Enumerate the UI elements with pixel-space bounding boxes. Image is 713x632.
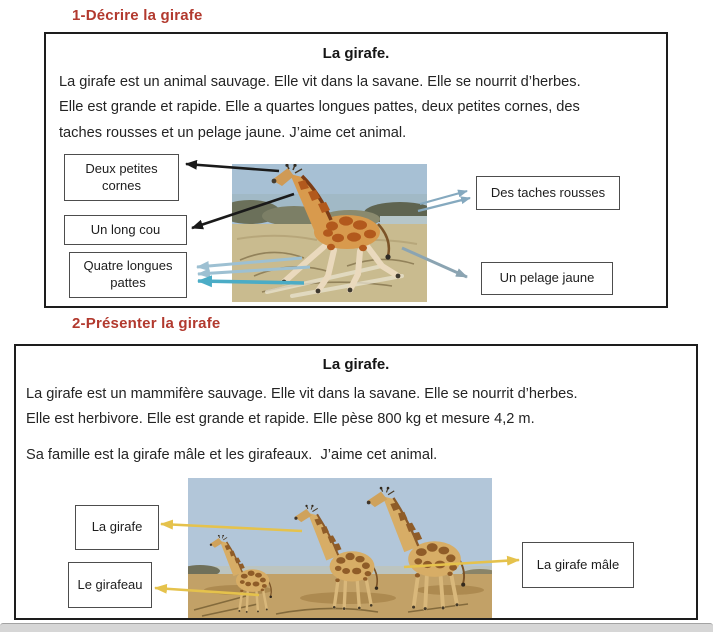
paragraph-line: Elle est herbivore. Elle est grande et rapide. Elle pèse 800 kg et mesure 4,2 m. [26, 411, 535, 428]
callout-label: Quatre longues pattes [83, 258, 173, 290]
paragraph-line: La girafe est un mammifère sauvage. Elle vit dans la savane. Elle se nourrit d’herbes. [26, 386, 578, 402]
section2-heading: 2-Présenter la girafe [72, 315, 221, 332]
section1-frame [44, 32, 668, 308]
callout-label: Des taches rousses [490, 184, 606, 200]
callout-label: Un long cou [90, 221, 161, 237]
arrow-des-taches-rousses-1 [420, 191, 467, 204]
section2-box-title: La girafe. [322, 356, 390, 373]
paragraph-line: taches rousses et un pelage jaune. J’aime cet animal. [59, 124, 407, 141]
section2-paragraph [26, 382, 694, 468]
paragraph-line: Elle est grande et rapide. Elle a quartes longues pattes, deux petites cornes, des [59, 99, 580, 116]
scrollbar-track[interactable] [0, 623, 713, 632]
callout-la-girafe [75, 505, 159, 550]
callout-des-taches-rousses [476, 176, 620, 210]
callout-label: Un pelage jaune [499, 270, 595, 286]
callout-label: Le girafeau [77, 576, 143, 592]
section2-frame [14, 344, 698, 620]
callout-quatre-longues-pattes [69, 252, 187, 298]
callout-un-long-cou [64, 215, 187, 245]
callout-label: La girafe mâle [536, 556, 620, 572]
section1-heading: 1-Décrire la girafe [72, 7, 203, 24]
callout-label: La girafe [91, 519, 143, 535]
paragraph-line: La girafe est un animal sauvage. Elle vit dans la savane. Elle se nourrit d’herbes. [59, 74, 581, 90]
callout-la-girafe-male [522, 542, 634, 588]
section1-paragraph [59, 70, 659, 146]
callout-deux-petites-cornes [64, 154, 179, 201]
callout-label: Deux petites cornes [85, 160, 158, 193]
paragraph-line: Sa famille est la girafe mâle et les girafeaux. J’aime cet animal. [26, 446, 438, 463]
callout-un-pelage-jaune [481, 262, 613, 295]
section1-box-title: La girafe. [322, 45, 390, 62]
giraffe-photo-family [188, 478, 492, 618]
giraffe-photo-running [232, 164, 427, 302]
callout-le-girafeau [68, 562, 152, 608]
